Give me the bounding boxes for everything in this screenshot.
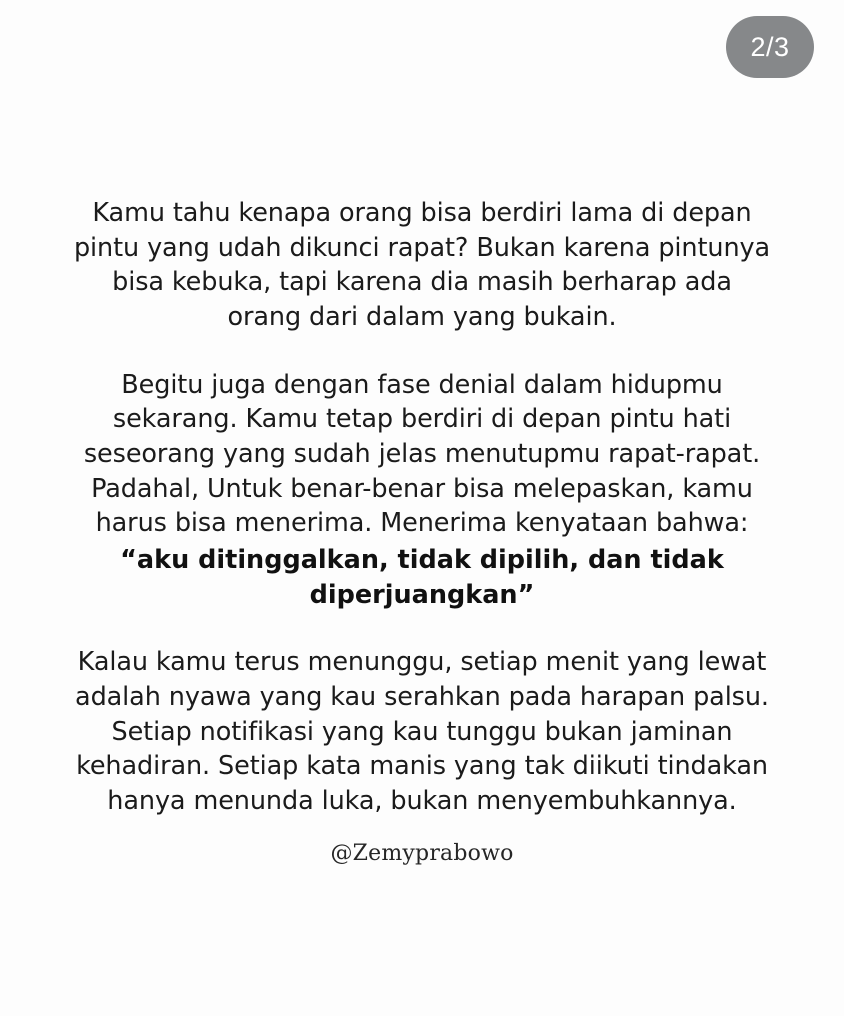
highlighted-quote: “aku ditinggalkan, tidak dipilih, dan tidak diperjuangkan”: [120, 545, 724, 610]
quote-text-body: [72, 196, 772, 866]
page-counter-badge: 2/3: [726, 16, 814, 78]
author-handle: @Zemyprabowo: [330, 840, 514, 866]
paragraph-2: Begitu juga dengan fase denial dalam hidupmu sekarang. Kamu tetap berdiri di depan pintu hati seseorang yang sudah jelas menutupmu rapat-rapat. Padahal, Untuk benar-benar bisa melepaskan, kamu harus bisa menerima. Menerima kenyataan bahwa:: [83, 369, 761, 539]
paragraph-1: Kamu tahu kenapa orang bisa berdiri lama di depan pintu yang udah dikunci rapat? Bukan karena pintunya bisa kebuka, tapi karena dia masih berharap ada orang dari dalam yang bukain.: [73, 198, 771, 333]
paragraph-4: Setiap notifikasi yang kau tunggu bukan jaminan kehadiran. Setiap kata manis yang tak diikuti tindakan hanya menunda luka, bukan menyembuhkannya.: [76, 716, 768, 817]
paragraph-spacer-1: [72, 335, 772, 368]
paragraph-spacer-2: [72, 612, 772, 645]
paragraph-3: Kalau kamu terus menunggu, setiap menit yang lewat adalah nyawa yang kau serahkan pada harapan palsu.: [75, 647, 769, 713]
